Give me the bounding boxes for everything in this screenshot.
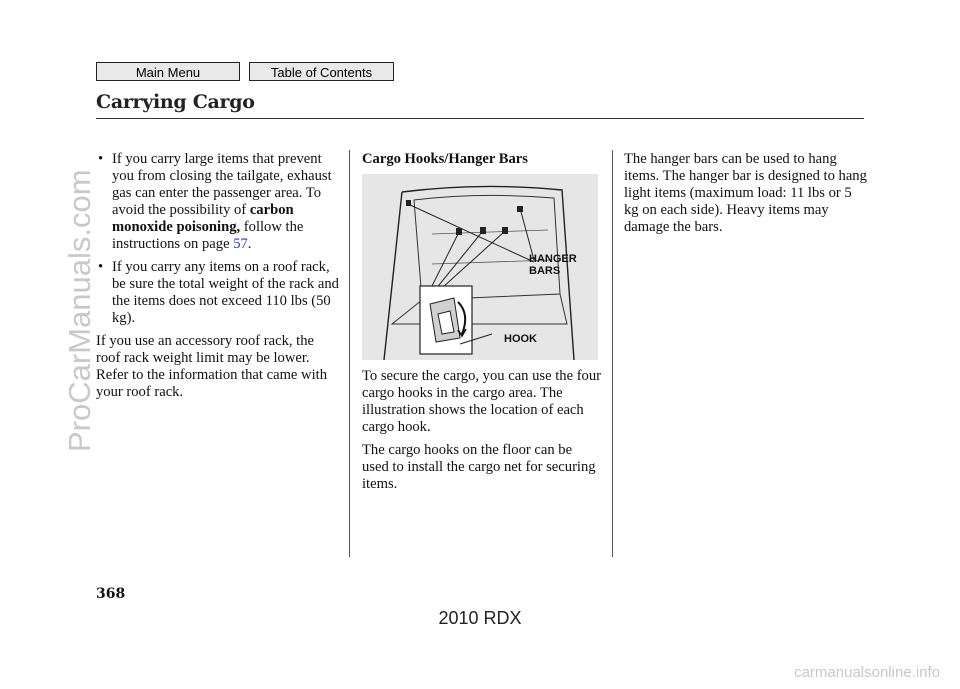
column-middle [362, 151, 602, 499]
cargo-hooks-paragraph: To secure the cargo, you can use the four cargo hooks in the cargo area. The illustration shows the location of each cargo hook. [362, 368, 602, 435]
main-menu-button[interactable]: Main Menu [96, 62, 240, 81]
bars-label: BARS [529, 265, 561, 277]
page-title: Carrying Cargo [96, 91, 255, 113]
roof-rack-paragraph: If you use an accessory roof rack, the roof rack weight limit may be lower. Refer to the information that came with your roof rack. [96, 333, 327, 400]
footer-model: 2010 RDX [438, 608, 522, 628]
bullet-icon: • [98, 259, 104, 275]
cargo-net-paragraph: The cargo hooks on the floor can be used to install the cargo net for securing items. [362, 442, 596, 492]
bullet-text: follow the instructions on page [112, 219, 304, 252]
hanger-label: HANGER [529, 253, 577, 265]
bullet-text: . [247, 236, 252, 252]
table-of-contents-button[interactable]: Table of Contents [249, 62, 394, 81]
cargo-area-illustration [362, 174, 598, 360]
bullet-roof-rack [96, 259, 341, 327]
bullet-text: If you carry any items on a roof rack, be sure the total weight of the rack and the items does not exceed 110 lbs (50 kg). [112, 259, 339, 326]
cargo-area-drawing [362, 174, 598, 360]
hanger-bars-paragraph: The hanger bars can be used to hang items. The hanger bar is designed to hang light items (maximum load: 11 lbs or 5 kg on each side). Heavy items may damage the bars. [624, 151, 867, 235]
bullet-icon: • [98, 151, 104, 167]
title-divider [96, 118, 864, 119]
column-divider [612, 150, 613, 557]
bullet-carbon-monoxide [96, 151, 341, 253]
section-heading: Cargo Hooks/Hanger Bars [362, 151, 528, 167]
watermark-bottom: carmanualsonline.info [794, 664, 940, 681]
column-divider [349, 150, 350, 557]
hook-label: HOOK [504, 333, 537, 345]
bullet-text: If you carry large items that prevent you from closing the tailgate, exhaust gas can enter the passenger area. To avoid the possibility of [112, 151, 332, 218]
column-left [96, 151, 341, 407]
warning-bold-text: carbon monoxide poisoning, [112, 202, 294, 235]
watermark-left: ProCarManuals.com [62, 169, 97, 452]
column-right [624, 151, 869, 242]
page-link[interactable]: 57 [233, 236, 248, 252]
page-number: 368 [96, 586, 126, 602]
